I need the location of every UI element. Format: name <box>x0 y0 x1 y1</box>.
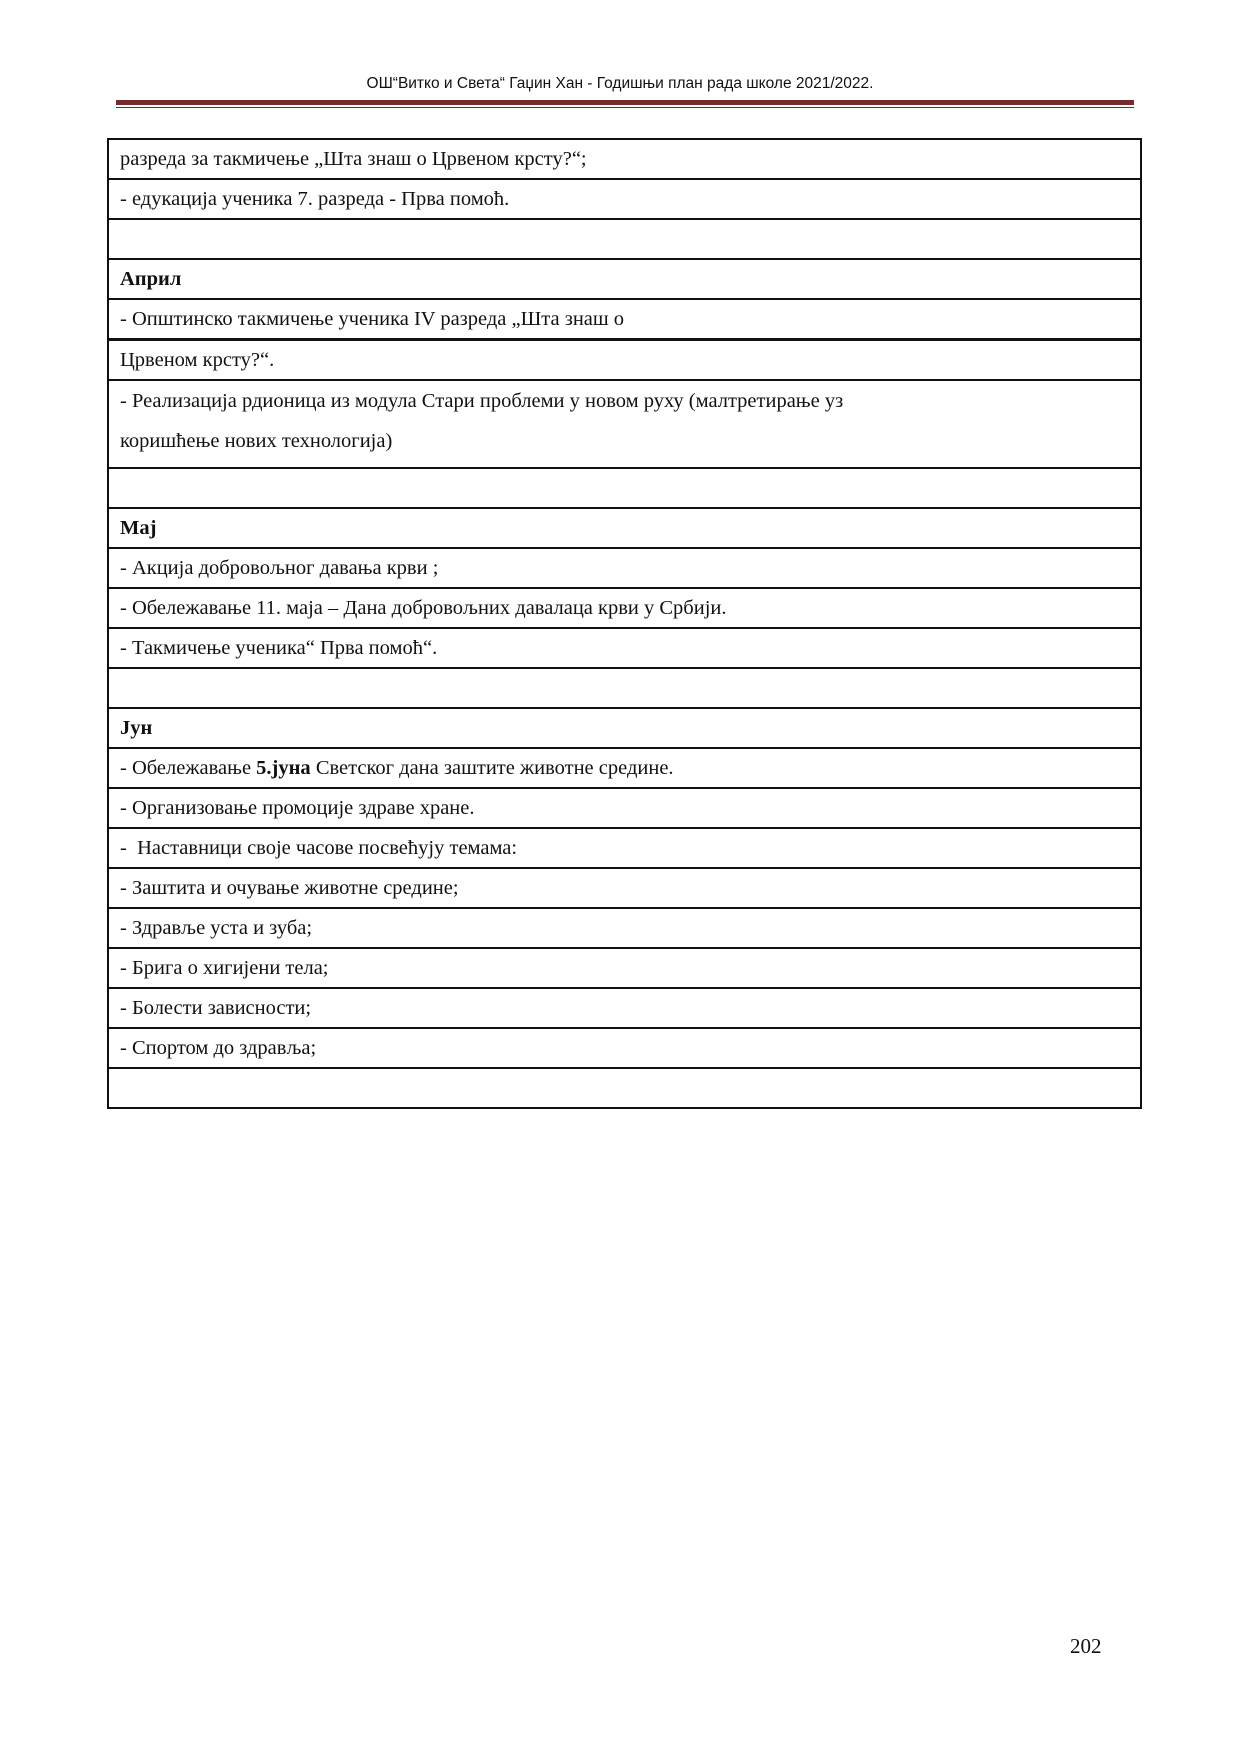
cell-line: коришћење нових технологија) <box>120 430 393 452</box>
table-cell: Црвеном крсту?“. <box>108 340 1141 381</box>
page-number: 202 <box>1070 1634 1102 1658</box>
table-cell: - Здравље уста и зуба; <box>108 908 1141 948</box>
table-row <box>108 139 1141 179</box>
table-cell-multiline <box>108 380 1141 468</box>
month-header-row <box>108 259 1141 299</box>
table-cell <box>108 468 1141 508</box>
table-row <box>108 380 1141 468</box>
table-row-empty <box>108 468 1141 508</box>
table-row <box>108 748 1141 788</box>
table-row <box>108 948 1141 988</box>
table-row <box>108 588 1141 628</box>
table-row <box>108 908 1141 948</box>
table-cell: - Општинско такмичење ученика IV разреда „Шта знаш о <box>108 299 1141 340</box>
cell-line: - Реализација рдионица из модула Стари проблеми у новом руху (малтретирање уз <box>120 390 844 412</box>
table-row-empty <box>108 1068 1141 1108</box>
month-header-row <box>108 508 1141 548</box>
table-cell <box>108 748 1141 788</box>
table-cell: - Болести зависности; <box>108 988 1141 1028</box>
table-row <box>108 179 1141 219</box>
month-header-row <box>108 708 1141 748</box>
table-cell: - Спортом до здравља; <box>108 1028 1141 1068</box>
table-row <box>108 788 1141 828</box>
month-header-may: Мај <box>108 508 1141 548</box>
table-row <box>108 1028 1141 1068</box>
header-rule-thin <box>116 107 1134 108</box>
table-row <box>108 299 1141 340</box>
table-row <box>108 628 1141 668</box>
table-cell: - едукација ученика 7. разреда - Прва помоћ. <box>108 179 1141 219</box>
table-cell: разреда за такмичење „Шта знаш о Црвеном крсту?“; <box>108 139 1141 179</box>
month-header-june: Јун <box>108 708 1141 748</box>
table-cell: - Организовање промоције здраве хране. <box>108 788 1141 828</box>
table-cell: - Наставници своје часове посвећују темама: <box>108 828 1141 868</box>
table-cell: - Такмичење ученика“ Прва помоћ“. <box>108 628 1141 668</box>
cell-text: Светског дана заштите животне средине. <box>310 757 674 779</box>
table-cell: - Заштита и очување животне средине; <box>108 868 1141 908</box>
table-row <box>108 868 1141 908</box>
table-row-empty <box>108 219 1141 259</box>
table-cell <box>108 1068 1141 1108</box>
table-cell <box>108 219 1141 259</box>
activity-plan-table <box>107 138 1142 1109</box>
month-header-april: Април <box>108 259 1141 299</box>
table-cell: - Обележавање 11. маја – Дана добровољних давалаца крви у Србији. <box>108 588 1141 628</box>
header-rule-thick <box>116 100 1134 105</box>
table-cell: - Брига о хигијени тела; <box>108 948 1141 988</box>
table-row-empty <box>108 668 1141 708</box>
table-cell <box>108 668 1141 708</box>
table-row <box>108 988 1141 1028</box>
table-cell: - Акција добровољног давања крви ; <box>108 548 1141 588</box>
table-row <box>108 548 1141 588</box>
running-header: ОШ“Витко и Света“ Гаџин Хан - Годишњи план рада школе 2021/2022. <box>366 75 874 92</box>
cell-text-bold-date: 5.јуна <box>256 757 311 779</box>
cell-text: - Обележавање <box>120 757 257 779</box>
table-row <box>108 340 1141 381</box>
table-row <box>108 828 1141 868</box>
